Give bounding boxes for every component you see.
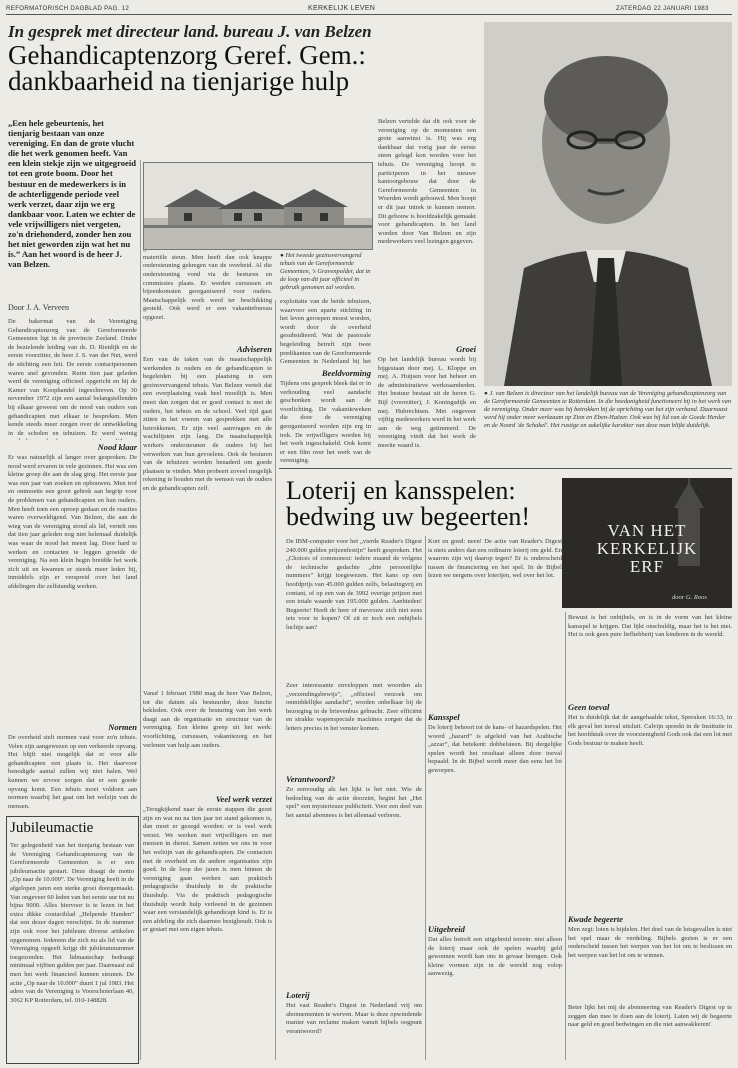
column-rule — [565, 612, 566, 1060]
portrait-photo — [484, 22, 732, 386]
ornament-box — [562, 478, 732, 608]
page-header-center: KERKELIJK LEVEN — [308, 5, 376, 12]
article1-col1c-text: De overheid stelt normen vast voor zo'n tehuis. Velen zijn aangewezen op een verkeerde opvang. Het blijft niet mogelijk dat er voor alle gehandicapten een plaats is. Het daarvoor benodigde aantal zullen wij niet halen. Wel kunnen we ervoor zorgen dat er een goede opvang komt. Een tehuis moet voldoen aan normen waarbij het gaat om het welzijn van de mensen. — [8, 734, 137, 810]
portrait-illustration — [484, 22, 732, 386]
article2-col1b-text: Zeer interessante enveloppen met woorden als „verzendingsbewijs”, „officieel verzoek om onmiddellijke aandacht”, worden onbelkaar bij de bezorging in de brievenbus gebracht. Zeer efficiënt en strakke wapenspeciale machines zorgen dat de letters precies in het venster komen. — [286, 682, 422, 732]
article1-col1b-text: Er was natuurlijk al langer over gesproken. De nood werd ervaren in vele gezinnen. Het was een kleine groep die aan de slag ging. Het eerste jaar was een jaar van zoeken en opbouwen. Men trof en ontmoette een groot gebrek aan begrip voor de problemen van gehandicapten en hun ouders. Men heeft toen een oproep gedaan en de reacties waren overweldigend. Van Belzen, die aan de wieg van de vereniging stond als lid, vertelt ons dat tien jaar geleden nog niet helemaal duidelijk was waar de nood het meest lag. Door hard te werken en contacten te leggen groeide de vereniging. Na een klein begin breidde het werk zich uit en kwamen er steeds meer leden bij, inmiddels zijn er verspreid over het land afdelingen die zelfstandig werken. — [8, 454, 137, 590]
article1-col2b-text: Een van de taken van de maatschappelijk werkenden is ouders en de gehandicapten te begeleiden bij een plaatsing in een gezinsvervangend tehuis. Van Belzen vertelt dat een overplaatsing vaak heel moeilijk is. Men moet dan zorgen dat er goed contact is met de ouders, het tehuis en de school. Veel tijd gaat zitten in het voeren van gesprekken met alle betrokkenen. Er zijn veel aanvragen en de wachtlijsten zijn lang. De maatschappelijk werkers ondersteunen de ouders bij het verwerken van hun gevoelens. Ook de besturen van de tehuizen worden benaderd om goede plaatsen te vinden. Men probeert zoveel mogelijk rekening te houden met de wensen van de ouders en de gehandicapten zelf. — [143, 356, 272, 492]
column-rule — [140, 160, 141, 1060]
article2-col3a-text: Bewust is het onbijbels, en is in de vorm van het kleine kansspel te krijgen. Dat lijkt onschuldig, maar het is het niet. Het is ook geen pure liefhebberij van kinderen in de wereld. — [568, 614, 732, 639]
article2-col2b-text: De loterij behoort tot de kans- of hazardspelen. Het woord „hazard” is afgeleid van het Arabische „azzar”, dat betekent: dobbelsteen. Bij dergelijke spelen wordt het resultaat alleen door toeval bepaald. In de Bijbel wordt meer dan eens het lot geworpen. — [428, 724, 562, 774]
article1-byline: Door J. A. Verveen — [8, 303, 69, 312]
article1-col1-text: De bakermat van de Vereniging Gehandicaptenzorg van de Gereformeerde Gemeenten ligt in de provincie Zeeland. Onder de bezielende leiding van ds. D. Rietdijk en de eerste voorzitter, de heer J. S. van der Net, werd de stichting een feit. De eerste contactpersonen waren snel gevonden. Ruim tien jaar geleden werd de vereniging officieel opgericht en bij de Kamer van Koophandel ingeschreven. Op 30 november 1972 zijn een aantal belangstellenden bij elkaar geweest om de nood van ouders van gehandicapten met elkaar te bespreken. Men kende steeds meer zorgen over de ontwikkeling in de scholen en tehuizen. Er werd weinig — [8, 318, 137, 437]
article2-sub-geen-toeval: Geen toeval — [568, 702, 610, 712]
article2-col1c-text: Zo eenvoudig als het lijkt is het niet. Wie de bedoeling van de actie doorziet, begint het „Het spel” een mysterieuze publiciteit. Voor een deel van het aantal abonnees is het allemaal verloren. — [286, 786, 422, 819]
article2-sub-loterij: Loterij — [286, 990, 310, 1000]
header-rule — [6, 14, 732, 15]
article2-col3b-text: Het is duidelijk dat de aangehaalde tekst, Spreuken 16:33, in elk geval het toeval uitsluit. Calvijn spreekt in de Institutie in het hoofdstuk over de voorzienigheid Gods ook dat een lot met Gods bestuur te maken heeft. — [568, 714, 732, 747]
article2-col2c-text: Dat alles betreft een uitgebreid terrein: niet alleen de loterij maar ook de spelen waarbij geld gewonnen wordt kan ons in gevaar brengen. Ook kleine vormen zijn in de wereld nog volop aanwezig. — [428, 936, 562, 978]
building-illustration — [144, 163, 372, 249]
article1-col4b-text: Op het landelijk bureau wordt bij bijgestaan door mej. L. Kloppe en mej. A. Huijsen voor het beheer en de administratieve werkzaamheden. Het bestuur bestaat uit de heren G. Bijl (voorzitter), J. Koningsdijk en mej. Hubrechtsen. Met ongeveer vijftig medewerkers werd in het werk aan de weg getimmerd. De vereniging vindt dat het werk de moeite waard is. — [378, 356, 476, 449]
article1-col4a-text: Belzen vertelde dat dit ook voor de vereniging op de momenten een grote aanwinst is. Hij was erg dankbaar dat vorig jaar de eerste steen gelegd kon worden voor het tehuis. De vereniging hoopt te participeren in het nieuwe kantoorgebouw dat door de Gereformeerde Gemeenten in Woerden wordt gebouwd. Men hoopt er dit jaar intrek te kunnen nemen. Dit gebouw is hoofdzakelijk gemaakt voor gehandicapten. In het land worden door Van Belzen en zijn medewerkers veel lezingen gegeven. — [378, 118, 476, 246]
article2-headline-line1: Loterij en kansspelen: — [286, 476, 516, 505]
article1-headline — [8, 42, 508, 94]
article2-col3c-text: Men zegt: loten is bijdelen. Het doel van de lotsgevallen is niet het spel maar de verdeling. Bijbels gezien is er een onderscheid tussen het werpen van het lot om te beslissen en het werpen van het lot om te winnen. — [568, 926, 732, 959]
article1-col2a-text: materiële steun. Men heeft dan ook knappe ondersteuning gekregen van de overheid. Al die ondersteuning vond via de besturen en commissies plaats. Er werden cursussen en bijeenkomsten georganiseerd voor ouders. Maatschappelijk werk werd ter beschikking gesteld. Ook werd er een vakantiebureau opgezet. — [143, 253, 272, 321]
ornament-title — [562, 522, 732, 576]
column-rule — [275, 300, 276, 1060]
article1-col2d-text: „Terugkijkend naar de eerste stappen die gezet zijn en wat nu na tien jaar tot stand gekomen is, dan moet er gezegd worden: er is veel werk verzet. We werken met vrijwilligers en met mensen in dienst. Samen zetten we ons in voor het welzijn van de gehandicapten. De contacten met de overheid en de andere organisaties zijn goed. In de loop der jaren is men binnen de vereniging gaan werken aan praktisch pedagogische thuishulp in de praktische thuishulp. Via de praktisch pedagogische thuishulp wordt hulp verleend in de gezinnen waar een verstandelijk gehandicapt kind is. Er is een afdeling die zich daarmee bezighoudt. Ook is er gestart met een eigen tehuis. — [143, 806, 272, 934]
article-separator — [279, 468, 732, 469]
article2-headline-line2: bedwing uw begeerten! — [286, 502, 531, 531]
article2-col3d-text: Beter lijkt het mij de abonneering van Reader's Digest op te zeggen dan mee te doen aan de loterij. Laten wij de begeerte naar geld en goed bedwingen en die niet aanwakkeren! — [568, 1004, 732, 1029]
article1-sub-normen: Normen — [108, 722, 137, 732]
ornament-byline: door G. Roos — [672, 594, 707, 601]
article2-col2a-text: Kort en goed: neen! De actie van Reader's Digest is niets anders dan een ordinaire loterij om geld. En waarom zijn wij daarop tegen? Er is onderscheid tussen de financiering en het spel. In de Bijbel lezen we nergens over loterijen, wel over het lot. — [428, 538, 562, 580]
page-header-right: ZATERDAG 22 JANUARI 1983 — [616, 5, 709, 12]
article1-sub-groei: Groei — [456, 344, 476, 354]
article1-headline-line2: dankbaarheid na tienjarige hulp — [8, 66, 350, 96]
article1-col2c-text: Vanaf 1 februari 1980 mag de heer Van Belzen, tot die datum als bestuurder, deze functie bekleden. Ook over de besturing van het werk daagt aan de organisatie en structuur van de vereniging. Een kleine greep uit het werk: voorlichting, cursussen, vakantiezorg en het verlenen van hulp aan ouders. — [143, 690, 272, 749]
article1-sub-beeldvorming: Beeldvorming — [321, 368, 371, 378]
building-photo-caption: ● Het tweede gezinsvervangend tehuis van de Gereformeerde Gemeenten, 's Gravenpolder, dat in de loop van dit jaar officieel in gebruik genomen zal worden. — [280, 252, 371, 291]
article2-sub-verantwoord: Verantwoord? — [286, 774, 336, 784]
ornament-line1: VAN HET — [607, 521, 687, 540]
article1-headline-line1: Gehandicaptenzorg Geref. Gem.: — [8, 40, 366, 70]
page-header-left: REFORMATORISCH DAGBLAD PAG. 12 — [6, 5, 130, 12]
portrait-caption: ● J. van Belzen is directeur van het landelijk bureau van de Vereniging gehandicaptenzorg van de Gereformeerde Gemeenten te Rotterdam. In die hoedanigheid functioneert hij in het werk van de vereniging. Onder meer was hij betrokken bij de oprichting van het zijn verband. Daarnaast werd hij onder meer werkzaam op Zion en Eben-Haëzer. Ook was hij lid van de Goede Herder en de Noord 'de Schakel'. Het rustige en zakelijke karakter van deze man blijkt duidelijk. — [484, 390, 732, 429]
ornament-line2: KERKELIJK — [596, 539, 698, 558]
article1-sub-adviseren: Adviseren — [237, 344, 272, 354]
article2-sub-kansspel: Kansspel — [428, 712, 460, 722]
column-rule — [425, 536, 426, 1060]
article2-sub-kwade-begeerte: Kwade begeerte — [568, 914, 623, 924]
jubileum-body: Ter gelegenheid van het tienjarig bestaan van de Vereniging Gehandicaptenzorg van de Gereformeerde Gemeenten is er een jubileumactie gestart. Deze draagt de motto „Op naar de 10.000”. De Vereniging heeft in de afgelopen jaren een sterke groei doorgemaakt. Van ongeveer 60 leden van het eerste uur tot nu bijna 9000. Alles hiervoor is te lezen in het extra dikke contactblad „Helpende Handen” dat een dezer dagen verschijnt. In de nummer zijn ook voor het jubileum diverse artikelen opgenomen. Iedereen die zich nu als lid van de Vereniging opgeeft krijgt dit jubileumnummer toegezonden. Het lidmaatschap bedraagt minimaal vijftien gulden per jaar. Daarnaast zal men het werk financieel kunnen steunen. De actie „Op naar de 10.000” duurt 1 jul 1983. Het adres van de Vereniging is Voorschoterlaan 40, 3062 KP Rotterdam, tel. 010-148828. — [10, 842, 134, 1004]
jubileum-title: Jubileumactie — [10, 820, 94, 836]
article2-headline — [286, 478, 556, 530]
article2-col1-text: De IBM-computer voor het „vierde Reader's Digest 240.000 gulden prijzenfestijn” heeft gesproken. Het „Choices of commonest: iedere maand de volgens de technische gedachte „drie persoonlijke nummers” krijgt toegewezen. Het kans op een hoofdprijs van 45.000 gulden zelfs, belastingvrij en contant, of op een van de 3992 overige prijzen met een totale waarde van 195.000 gulden. Aanbieden! Begeerte! Heeft de heer of mevrouw zich niet eens iets voor te kopen? Of zit er toch een onbijbels luchtje aan? — [286, 538, 422, 631]
article2-sub-uitgebreid: Uitgebreid — [428, 924, 465, 934]
article1-col3a-text: exploitatie van de beide tehuizen, waarvoor een aparte stichting in het leven geroepen moest worden, wordt door de overheid gesubsidieerd. Wat de pastorale begeleiding betreft zijn twee predikanten van de Gereformeerde Gemeenten in Nederland bij het — [280, 298, 371, 364]
article1-sub-nood-klaar: Nood klaar — [97, 442, 137, 452]
article1-sub-veel-werk: Veel werk verzet — [215, 794, 272, 804]
ornament-line3: ERF — [629, 557, 665, 576]
building-photo — [143, 162, 373, 250]
article2-col1d-text: Het vast Reader's Digest in Nederland vrij om abonnementen te werven. Maar is deze opwindende manier van reclame maken vanuit bijbels oogpunt verantwoord? — [286, 1002, 422, 1035]
article1-lead: „Een hele gebeurtenis, het tienjarig bestaan van onze vereniging. En dan de grote vlucht die het werk genomen heeft. Van een klein stekje zijn we uitgegroeid tot een grote boom. Door het bestuur en de medewerkers is in de achterliggende periode veel werk verzet, daar zijn we erg dankbaar voor. Laten we echter de vele vrijwilligers niet vergeten, zo'n driehonderd, zonder hen zou het niet geworden zijn wat het nu is.” Aan het woord is de heer J. van Belzen. — [8, 118, 136, 270]
article1-kicker: In gesprek met directeur land. bureau J. van Belzen — [8, 22, 372, 41]
article1-col3b-text: Tijdens ons gesprek bleek dat er in verhouding veel aandacht geschonken wordt aan de voorlichting. De vakantieweken die door de vereniging georganiseerd worden zijn erg in trek. De vrijwilligers worden bij het werk ingeschakeld. Ook komt er een film over het werk van de vereniging. — [280, 380, 371, 464]
